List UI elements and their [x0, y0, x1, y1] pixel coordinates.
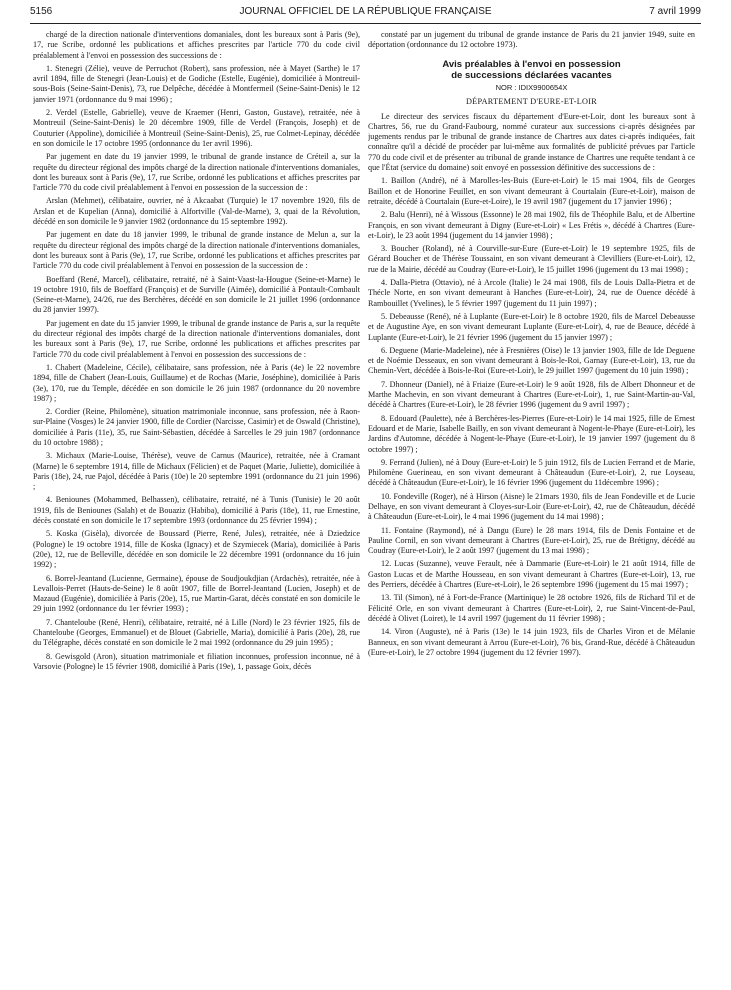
notice-paragraph: Arslan (Mehmet), célibataire, ouvrier, né à Akcaabat (Turquie) le 17 novembre 1920, fils de Arslan et de Kupelian (Anna), domicilié à Alfortville (Val-de-Marne), 3, quai de la Révolution, décédé en son domicile le 9 janvier 1982 (ordonnance du 15 septembre 1992).: [33, 196, 360, 227]
notice-paragraph: 1. Baillon (André), né à Marolles-les-Buis (Eure-et-Loir) le 15 mai 1904, fils de Georges Baillon et de Honorine Feuillet, en son vivant demeurant à Courtalain (Eure-et-Loir), maison de retraite, décédé à Courtalain (Eure-et-Loire), le 19 avril 1987 (jugement du 17 janvier 1996) ;: [368, 176, 695, 206]
right-column: [368, 30, 695, 980]
notice-paragraph: 4. Dalla-Pietra (Ottavio), né à Arcole (Italie) le 24 mai 1908, fils de Louis Dalla-Pietra et de Thécle Norte, en son vivant demeurant à Hanches (Eure-et-Loir), 24, rue de Ouence décédé à Rambouillet (Yvelines), le 5 février 1997 (jugement du 11 juin 1997) ;: [368, 278, 695, 308]
notice-paragraph: 4. Beniounes (Mohammed, Belhassen), célibataire, retraité, né à Tunis (Tunisie) le 20 août 1919, fils de Beniounes (Salah) et de Bouaziz (Habiba), domicilié à Paris (18e), 11, rue Ernestine, décès constaté en son domicile le 17 septembre 1993 (ordonnance du 25 février 1994) ;: [33, 495, 360, 526]
notice-paragraph: 3. Michaux (Marie-Louise, Thérèse), veuve de Carnus (Maurice), retraitée, née à Cramant (Marne) le 6 septembre 1914, fille de Michaux (Félicien) et de Paquet (Marie, Juliette), domiciliée à Paris (18e), 24, rue Pajol, décédée à Paris (10e) le 20 septembre 1991 (ordonnance du 21 juin 1996) ;: [33, 451, 360, 492]
department-heading: DÉPARTEMENT D'EURE-ET-LOIR: [465, 96, 598, 106]
notice-paragraph: 5. Debeausse (René), né à Luplante (Eure-et-Loir) le 8 octobre 1920, fils de Marcel Debeausse et de Augustine Aye, en son vivant demeurant Luplante (Eure-et-Loir), 4, rue de Beauce, décédé à Luplante (Eure-et-Loir), le 21 février 1996 (jugement du 15 janvier 1997) ;: [368, 311, 695, 342]
notice-paragraph: 12. Lucas (Suzanne), veuve Ferault, née à Dammarie (Eure-et-Loir) le 21 août 1914, fille de Gaston Lucas et de Marthe Housseau, en son vivant demeurant à Chartres (Eure-et-Loir), 13, rue des Perriers, décédée à Chartres (Eure-et-Loir), le 26 septembre 1996 (jugement du 15 mai 1997) ;: [368, 559, 695, 590]
page-header: [30, 6, 701, 24]
notice-paragraph: chargé de la direction nationale d'interventions domaniales, dont les bureaux sont à Paris (9e), 17, rue Scribe, ordonné les publications et affiches prescrites par l'article 770 du code civil préalablement à l'envoi en possession des successions de :: [33, 30, 360, 60]
notice-paragraph: 1. Chabert (Madeleine, Cécile), célibataire, sans profession, née à Paris (4e) le 22 novembre 1894, fille de Chabert (Jean-Louis, Guillaume) et de Rochas (Marie, Joséphine), domiciliée à Paris (3e), 170, rue du Temple, décédée en son domicile le 26 juin 1987 (ordonnance du 20 novembre 1987) ;: [33, 362, 360, 403]
notice-paragraph: Par jugement en date du 18 janvier 1999, le tribunal de grande instance de Melun a, sur la requête du directeur régional des impôts chargé de la direction nationale d'interventions domaniales, dont les bureaux sont à Paris (9e), 17, rue Scribe, ordonné les publications et affiches prescrites par l'article 770 du code civil préalablement à l'envoi en possession de la succession de :: [33, 230, 360, 271]
nor-reference: NOR : IDIX9900654X: [495, 82, 568, 92]
notice-paragraph: Boeffard (René, Marcel), célibataire, retraité, né à Saint-Vaast-la-Hougue (Seine-et-Marne) le 19 octobre 1910, fils de Boeffard (François) et de Surville (Aimée), domicilié à Pontault-Combault (Seine-et-Marne), 24/26, rue des Berchères, décédé en son domicile le 21 juillet 1996 (ordonnance du 28 janvier 1997).: [33, 274, 360, 315]
notice-paragraph: 8. Edouard (Paulette), née à Berchères-les-Pierres (Eure-et-Loir) le 14 mai 1925, fille de Ernest Edouard et de Marie, Isabelle Bailly, en son vivant demeurant à Nogent-le-Phaye (Eure-et-Loir), les Jardins d'Automne, décédée à Nogent-le-Phaye (Eure-et-Loir), le 19 janvier 1997 (jugement du 8 octobre 1997) ;: [368, 413, 695, 454]
notice-paragraph: 3. Boucher (Roland), né à Courville-sur-Eure (Eure-et-Loir) le 19 septembre 1925, fils de Gérard Boucher et de Thérèse Toussaint, en son vivant demeurant à Clevilliers (Eure-et-Loir), 12, rue de la Mairie, décédé au Coudray (Eure-et-Loir), le 15 juillet 1996 (jugement du 13 mai 1998) ;: [368, 244, 695, 274]
notice-paragraph: Par jugement en date du 15 janvier 1999, le tribunal de grande instance de Paris a, sur la requête du directeur régional des impôts chargé de la direction nationale d'interventions domaniales, dont les bureaux sont à Paris (9e), 17, rue Scribe, ordonné les publications et affiches prescrites par l'article 770 du code civil préalablement à l'envoi en possession des successions de :: [33, 318, 360, 359]
notice-paragraph: 13. Til (Simon), né à Fort-de-France (Martinique) le 28 octobre 1926, fils de Richard Til et de Félicité Orle, en son vivant demeurant à Chartres (Eure-et-Loir), 2, rue Saint-Vincent-de-Paul, décédé à Olivet (Loiret), le 14 avril 1997 (jugement du 11 février 1998) ;: [368, 593, 695, 623]
notice-paragraph: 5. Koska (Gisèla), divorcée de Boussard (Pierre, René, Jules), retraitée, née à Dziedzice (Pologne) le 19 octobre 1914, fille de Koska (Ignacy) et de Szymiecek (Maria), domiciliée à Paris (20e), 12, rue de Belleville, décédée en son domicile le 22 décembre 1991 (ordonnance du 16 juin 1992) ;: [33, 529, 360, 570]
notice-paragraph: Par jugement en date du 19 janvier 1999, le tribunal de grande instance de Créteil a, sur la requête du directeur régional des impôts chargé de la direction nationale d'interventions domaniales, dont les bureaux sont à Paris (9e), 17, rue Scribe, ordonné les publications et affiches prescrites par l'article 770 du code civil préalablement à l'envoi en possession de la succession de :: [33, 152, 360, 193]
notice-paragraph: 2. Cordier (Reine, Philomène), situation matrimoniale inconnue, sans profession, née à Raon-sur-Plaine (Vosges) le 24 janvier 1900, fille de Cordier (Narcisse, Casimir) et de Oswald (Christine), domiciliée à Paris (11e), 35, rue Saint-Sébastien, décédée à Sarcelles le 29 juin 1987 (ordonnance du 10 octobre 1988) ;: [33, 407, 360, 447]
notice-paragraph: 6. Deguene (Marie-Madeleine), née à Fresnières (Oise) le 13 janvier 1903, fille de Ide Deguene et de Noémie Desseaux, en son vivant demeurant à Bois-le-Roi, Garnay (Eure-et-Loir), 13, rue du Chemin-Vert, décédée à Bois-le-Roi (Eure-et-Loir), le 29 juillet 1997 (jugement du 10 juin 1998) ;: [368, 345, 695, 376]
notice-paragraph: Le directeur des services fiscaux du département d'Eure-et-Loir, dont les bureaux sont à Chartres, 56, rue du Grand-Faubourg, nommé curateur aux successions ci-après désignées par jugements rendus par le tribunal de grande instance de Chartres aux dates ci-après indiquées, fait connaître qu'il a décidé de procéder par lui-même aux formalités de publicité prévues par l'article 770 du code civil et de présenter au tribunal de grande instance de Chartres une requête tendant à ce que l'État (service du domaine) soit envoyé en possession définitive des successions de :: [368, 111, 695, 173]
notice-paragraph: 6. Borrel-Jeantand (Lucienne, Germaine), épouse de Soudjoukdjian (Ardachès), retraitée, née à Levallois-Perret (Hauts-de-Seine) le 8 août 1907, fille de Borrel-Jeantand (Lucien, Joseph) et de Mazaud (Eugénie), domiciliée à Paris (20e), 15, rue Martin-Garat, décès constaté en son domicile le 29 juin 1992 (ordonnance du 1er février 1993) ;: [33, 573, 360, 614]
notice-paragraph: 10. Fondeville (Roger), né à Hirson (Aisne) le 21mars 1930, fils de Jean Fondeville et de Lucie Delhaye, en son vivant demeurant à Cloyes-sur-Loir (Eure-et-Loir), 42, rue de Châteaudun, décédé à Châteaudun (Eure-et-Loir), le 4 mai 1996 (jugement du 14 mai 1998) ;: [368, 491, 695, 522]
journal-title: JOURNAL OFFICIEL DE LA RÉPUBLIQUE FRANÇAISE: [239, 6, 492, 17]
page-number: 5156: [30, 6, 53, 17]
section-heading-line-2: de successions déclarées vacantes: [451, 70, 612, 82]
section-heading-line-1: Avis préalables à l'envoi en possession: [442, 58, 621, 70]
notice-paragraph: 7. Dhonneur (Daniel), né à Friaize (Eure-et-Loir) le 9 août 1928, fils de Albert Dhonneur et de Marthe Machevin, en son vivant demeurant à Chartres (Eure-et-Loir), 1, rue Saint-Martin-au-Val, décédé à Chartres (Eure-et-Loir), le 28 février 1996 (jugement du 9 avril 1997) ;: [368, 379, 695, 410]
notice-paragraph: 2. Balu (Henri), né à Wissous (Essonne) le 28 mai 1902, fils de Théophile Balu, et de Albertine François, en son vivant demeurant à Digny (Eure-et-Loir) « Les Frétis », décédé à Chartres (Eure-et-Loir), le 23 août 1994 (jugement du 14 janvier 1998) ;: [368, 210, 695, 240]
notice-paragraph: 11. Fontaine (Raymond), né à Dangu (Eure) le 28 mars 1914, fils de Denis Fontaine et de Pauline Cornil, en son vivant demeurant à Chartres (Eure-et-Loir), 25, rue de Brétigny, décédé au Coudray (Eure-et-Loir), le 2 août 1997 (jugement du 13 mai 1998) ;: [368, 525, 695, 556]
left-column: [33, 30, 360, 980]
notice-paragraph: 1. Stenegri (Zélie), veuve de Perruchot (Robert), sans profession, née à Mayet (Sarthe) le 17 avril 1894, fille de Stenegri (Jean-Louis) et de Godiche (Estelle, Eugénie), domiciliée à Montreuil-sous-Bois (Seine-Saint-Denis), 73, rue Delpêche, décédée à Montfermeil (Seine-Saint-Denis) le 12 janvier 1971 (ordonnance du 9 mai 1996) ;: [33, 63, 360, 104]
header-rule: [30, 23, 701, 24]
notice-paragraph: 14. Viron (Auguste), né à Paris (13e) le 14 juin 1923, fils de Charles Viron et de Mélanie Banneux, en son vivant demeurant à Arrou (Eure-et-Loir), 76 bis, Grand-Rue, décédé à Châteaudun (Eure-et-Loir), le 27 octobre 1994 (jugement du 12 février 1997).: [368, 627, 695, 657]
notice-paragraph: 2. Verdel (Estelle, Gabrielle), veuve de Kraemer (Henri, Gaston, Gustave), retraitée, née à Montreuil (Seine-Saint-Denis) le 20 décembre 1909, fille de Verdel (François, Joseph) et de Couturier (Appoline), domiciliée à Montreuil (Seine-Saint-Denis), 25, rue Colmet-Lepinay, décédée en son domicile le 17 octobre 1995 (ordonnance du 1er avril 1996).: [33, 108, 360, 148]
notice-paragraph: 9. Ferrand (Julien), né à Douy (Eure-et-Loir) le 5 juin 1912, fils de Lucien Ferrand et de Marie, Philomène Guerineau, en son vivant demeurant à Châteaudun (Eure-et-Loir), 2, rue Loyseau, décédé à Châteaudun (Eure-et-Loir), le 16 février 1996 (jugement du 11décembre 1996) ;: [368, 457, 695, 488]
continued-paragraph: constaté par un jugement du tribunal de grande instance de Paris du 21 janvier 1949, suite en déportation (ordonnance du 12 octobre 1973).: [368, 30, 695, 50]
notice-paragraph: 7. Chanteloube (René, Henri), célibataire, retraité, né à Lille (Nord) le 23 février 1925, fils de Chanteloube (Georges, Emmanuel) et de Blouet (Gabrielle, Maria), domicilié à Paris (20e), 28, rue du Télégraphe, décès constaté en son domicile le 2 mai 1992 (ordonnance du 29 juin 1995) ;: [33, 617, 360, 648]
right-paragraphs: [368, 112, 695, 659]
section-heading: [368, 59, 695, 82]
issue-date: 7 avril 1999: [649, 6, 701, 17]
notice-paragraph: 8. Gewisgold (Aron), situation matrimoniale et filiation inconnues, profession inconnue, né à Varsovie (Pologne) le 15 février 1908, domicilié à Paris (19e), 1, passage Goix, décès: [33, 651, 360, 671]
